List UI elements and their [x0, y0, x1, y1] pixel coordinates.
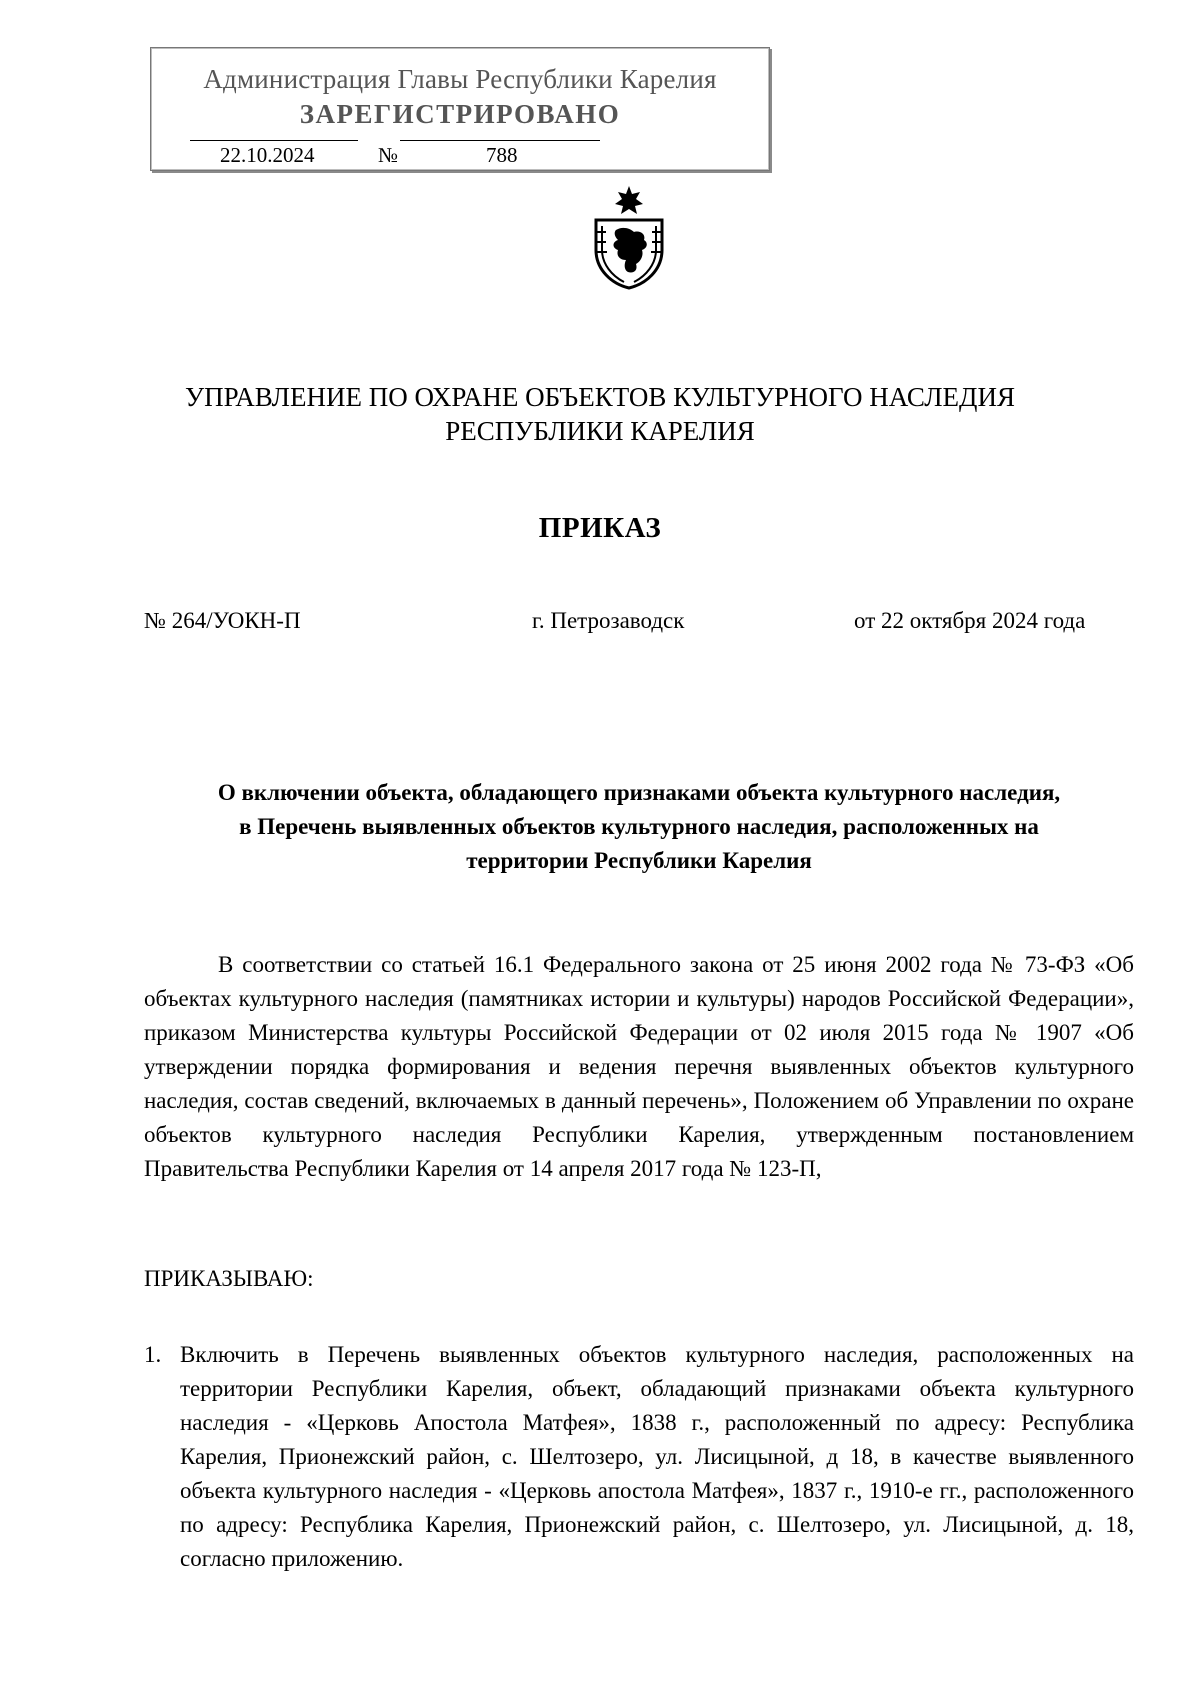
stamp-number: 788	[486, 143, 518, 167]
stamp-date: 22.10.2024	[220, 143, 315, 167]
stamp-date-underline	[190, 140, 358, 141]
order-subject-line: в Перечень выявленных объектов культурного наследия, расположенных на	[239, 814, 1039, 839]
stamp-status: ЗАРЕГИСТРИРОВАНО	[299, 99, 621, 129]
order-number: № 264/УОКН-П	[144, 608, 301, 633]
order-directive-word: ПРИКАЗЫВАЮ:	[144, 1266, 314, 1291]
stamp-number-sign: №	[378, 143, 399, 167]
issue-date: от 22 октября 2024 года	[854, 608, 1086, 633]
stamp-number-underline	[400, 140, 600, 141]
organization-name-line: УПРАВЛЕНИЕ ПО ОХРАНЕ ОБЪЕКТОВ КУЛЬТУРНОГО НАСЛЕДИЯ	[185, 382, 1015, 412]
order-item-text: Включить в Перечень выявленных объектов культурного наследия, расположенных на территории Республики Карелия, объект, обладающий признаками объекта культурного наследия - «Церковь Апостола Матфея», 1838 г., расположенный по адресу: Республика Карелия, Прионежский район, с. Шелтозеро, ул. Лисицыной, д 18, в качестве выявленного объекта культурного наследия - «Церковь апостола Матфея», 1837 г., 1910-е гг., расположенного по адресу: Республика Карелия, Прионежский район, с. Шелтозеро, ул. Лисицыной, д. 18, согласно приложению.	[180, 1342, 1134, 1571]
preamble-paragraph: В соответствии со статьей 16.1 Федерального закона от 25 июня 2002 года № 73-ФЗ «Об объектах культурного наследия (памятниках истории и культуры) народов Российской Федерации», приказом Министерства культуры Российской Федерации от 02 июля 2015 года № 1907 «Об утверждении порядка формирования и ведения перечня выявленных объектов культурного наследия, состав сведений, включаемых в данный перечень», Положением об Управлении по охране объектов культурного наследия Республики Карелия, утвержденным постановлением Правительства Республики Карелия от 14 апреля 2017 года № 123-П,	[144, 952, 1134, 1181]
organization-name-line: РЕСПУБЛИКИ КАРЕЛИЯ	[445, 416, 755, 446]
order-item-number: 1.	[144, 1342, 162, 1367]
stamp-organization: Администрация Главы Республики Карелия	[203, 64, 717, 94]
issue-city: г. Петрозаводск	[532, 608, 685, 633]
karelia-coat-of-arms-icon	[584, 184, 674, 290]
order-subject-line: территории Республики Карелия	[466, 848, 812, 873]
organization-name	[0, 380, 1200, 448]
order-subject	[144, 776, 1134, 878]
order-subject-line: О включении объекта, обладающего признаками объекта культурного наследия,	[217, 780, 1061, 805]
order-item	[144, 1338, 1134, 1576]
document-type-title: ПРИКАЗ	[538, 512, 662, 544]
